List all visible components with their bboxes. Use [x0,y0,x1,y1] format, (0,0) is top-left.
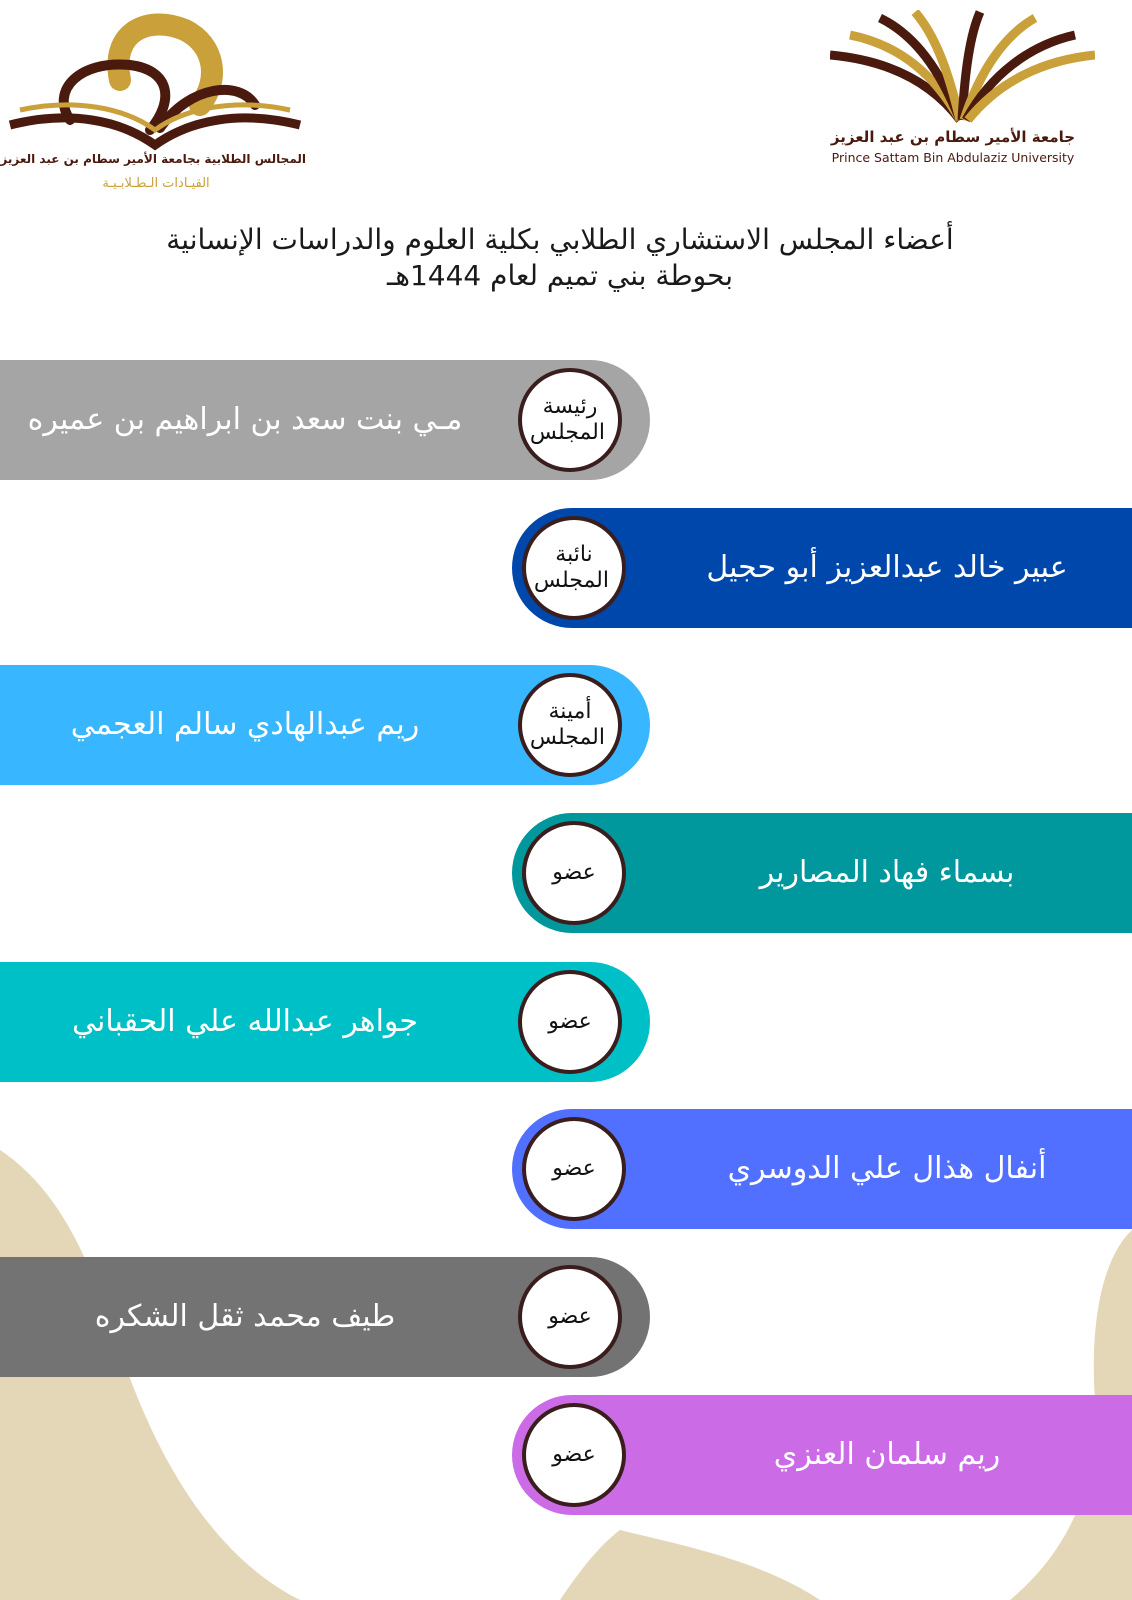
member-role-badge [518,368,622,472]
member-role: عضو [552,1442,596,1467]
member-role: عضو [552,860,596,885]
member-row [0,1257,650,1377]
student-councils-logo [0,10,310,200]
member-role-badge [518,970,622,1074]
member-role-badge [522,1403,626,1507]
member-row [0,962,650,1082]
member-role-badge [522,516,626,620]
member-role: رئيسة المجلس [529,394,605,445]
member-row [512,1395,1132,1515]
open-book-icon [0,10,310,160]
university-logo [830,10,1125,175]
member-row [0,360,650,480]
title-line1: أعضاء المجلس الاستشاري الطلابي بكلية العلوم والدراسات الإنسانية [166,223,954,256]
university-name-english: Prince Sattam Bin Abdulaziz University [831,150,1075,165]
member-name: مـي بنت سعد بن ابراهيم بن عميره [27,402,463,437]
page-title [120,222,1000,294]
member-name: بسماء فهاد المصارير [759,855,1015,890]
member-row [0,665,650,785]
member-role-badge [518,673,622,777]
book-rays-icon [830,10,1095,125]
member-name: جواهر عبدالله علي الحقباني [72,1004,418,1039]
title-line2: بحوطة بني تميم لعام 1444هـ [386,259,733,292]
councils-logo-line2: القيـادات الـطـلابـيـة [102,176,210,191]
member-name: أنفال هذال علي الدوسري [727,1151,1047,1186]
member-role-badge [522,1117,626,1221]
member-name: طيف محمد ثقل الشكره [94,1299,396,1334]
member-role: أمينة المجلس [529,699,605,750]
member-row [512,508,1132,628]
member-role: عضو [548,1304,592,1329]
member-role: نائبة المجلس [533,542,609,593]
member-name: عبير خالد عبدالعزيز أبو حجيل [706,550,1068,585]
member-role: عضو [548,1009,592,1034]
member-role-badge [522,821,626,925]
member-role-badge [518,1265,622,1369]
councils-logo-line1: المجالس الطلابية بجامعة الأمير سطام بن عبد العزيز [0,152,306,166]
member-name: ريم سلمان العنزي [773,1437,1001,1472]
member-row [512,813,1132,933]
member-name: ريم عبدالهادي سالم العجمي [70,707,420,742]
member-row [512,1109,1132,1229]
member-role: عضو [552,1156,596,1181]
university-name-arabic: جامعة الأمير سطام بن عبد العزيز [830,128,1076,146]
